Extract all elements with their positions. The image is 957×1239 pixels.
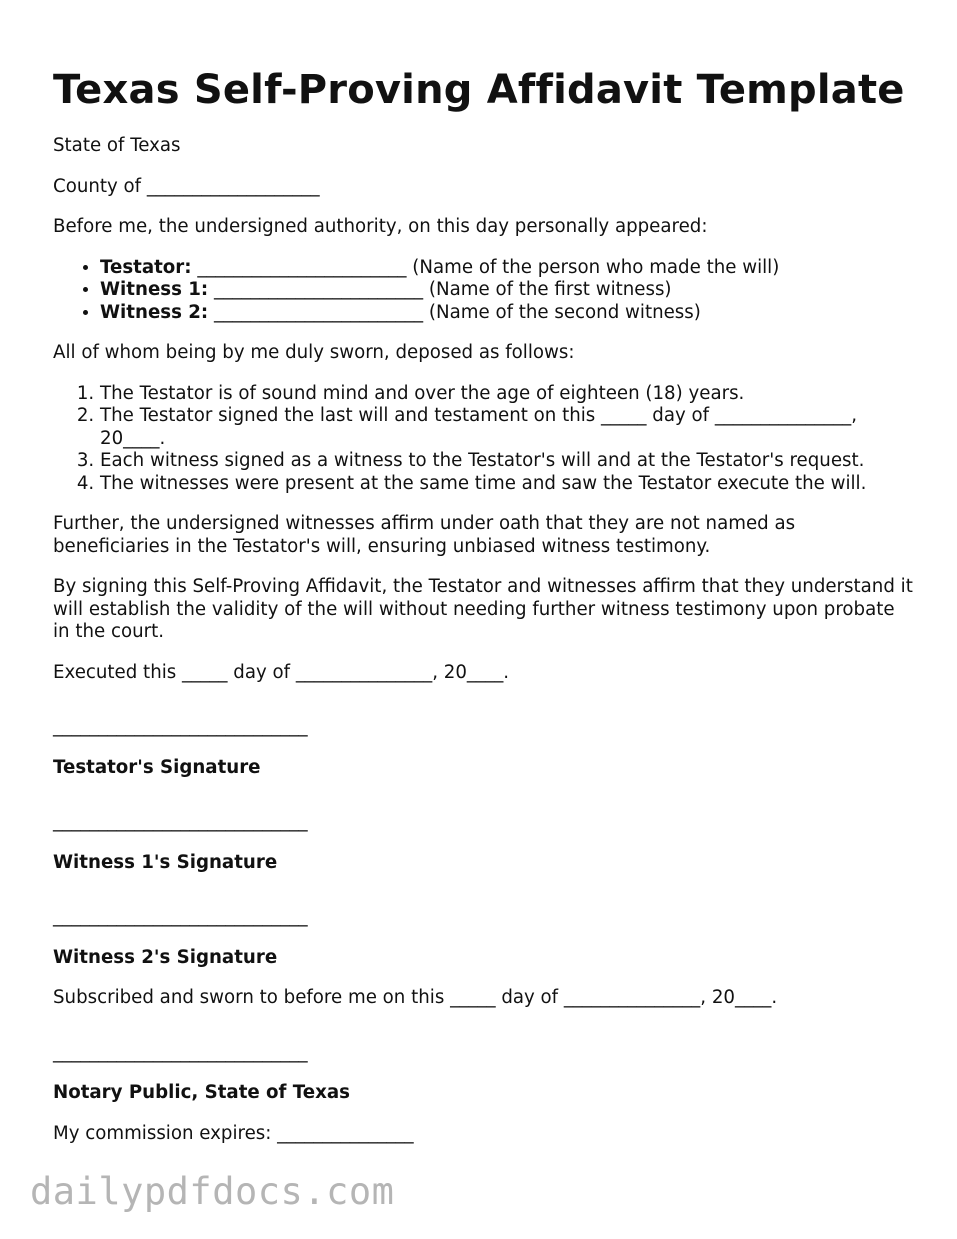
list-item: 1. The Testator is of sound mind and over the age of eighteen (18) years. bbox=[100, 383, 913, 406]
person-text: _______________________ (Name of the second witness) bbox=[208, 301, 701, 323]
list-item bbox=[100, 279, 913, 302]
notary-signature-line: ____________________________ bbox=[53, 1041, 308, 1063]
state-line: State of Texas bbox=[53, 135, 181, 156]
intro-paragraph: Before me, the undersigned authority, on this day personally appeared: bbox=[53, 216, 708, 237]
witness1-signature-line: ____________________________ bbox=[53, 811, 308, 832]
sworn-intro: All of whom being by me duly sworn, deposed as follows: bbox=[53, 342, 575, 363]
document-page bbox=[53, 62, 913, 1163]
county-line: County of ___________________ bbox=[53, 175, 320, 197]
list-item bbox=[100, 302, 913, 325]
commission-line: My commission expires: _______________ bbox=[53, 1122, 414, 1144]
testator-signature-line: ____________________________ bbox=[53, 716, 308, 737]
person-label: Witness 2: bbox=[100, 301, 209, 323]
testator-signature-label: Testator's Signature bbox=[53, 756, 261, 778]
list-item: 2. The Testator signed the last will and testament on this _____ day of _______________, 20____. bbox=[100, 405, 913, 450]
list-item: 3. Each witness signed as a witness to the Testator's will and at the Testator's request. bbox=[100, 450, 913, 473]
further-paragraph: Further, the undersigned witnesses affirm under oath that they are not named as beneficiaries in the Testator's will, ensuring unbiased witness testimony. bbox=[53, 513, 796, 557]
subscribed-line: Subscribed and sworn to before me on this _____ day of _______________, 20____. bbox=[53, 987, 778, 1008]
person-label: Testator: bbox=[100, 256, 192, 278]
executed-line: Executed this _____ day of _______________, 20____. bbox=[53, 661, 510, 683]
statements-list bbox=[53, 383, 913, 496]
watermark-text: dailypdfdocs.com bbox=[30, 1170, 395, 1213]
notary-signature-label: Notary Public, State of Texas bbox=[53, 1082, 350, 1103]
list-item bbox=[100, 257, 913, 280]
person-text: _______________________ (Name of the first witness) bbox=[208, 279, 672, 300]
signing-paragraph: By signing this Self-Proving Affidavit, the Testator and witnesses affirm that they understand it will establish the validity of the will without needing further witness testimony upon probate in the court. bbox=[53, 576, 913, 642]
witness2-signature-label: Witness 2's Signature bbox=[53, 946, 278, 968]
list-item: 4. The witnesses were present at the same time and saw the Testator execute the will. bbox=[100, 473, 913, 496]
persons-list bbox=[53, 257, 913, 325]
page-title: Texas Self-Proving Affidavit Template bbox=[53, 67, 905, 113]
person-label: Witness 1: bbox=[100, 279, 209, 300]
person-text: _______________________ (Name of the person who made the will) bbox=[191, 256, 780, 278]
witness2-signature-line: ____________________________ bbox=[53, 906, 308, 927]
witness1-signature-label: Witness 1's Signature bbox=[53, 851, 278, 873]
